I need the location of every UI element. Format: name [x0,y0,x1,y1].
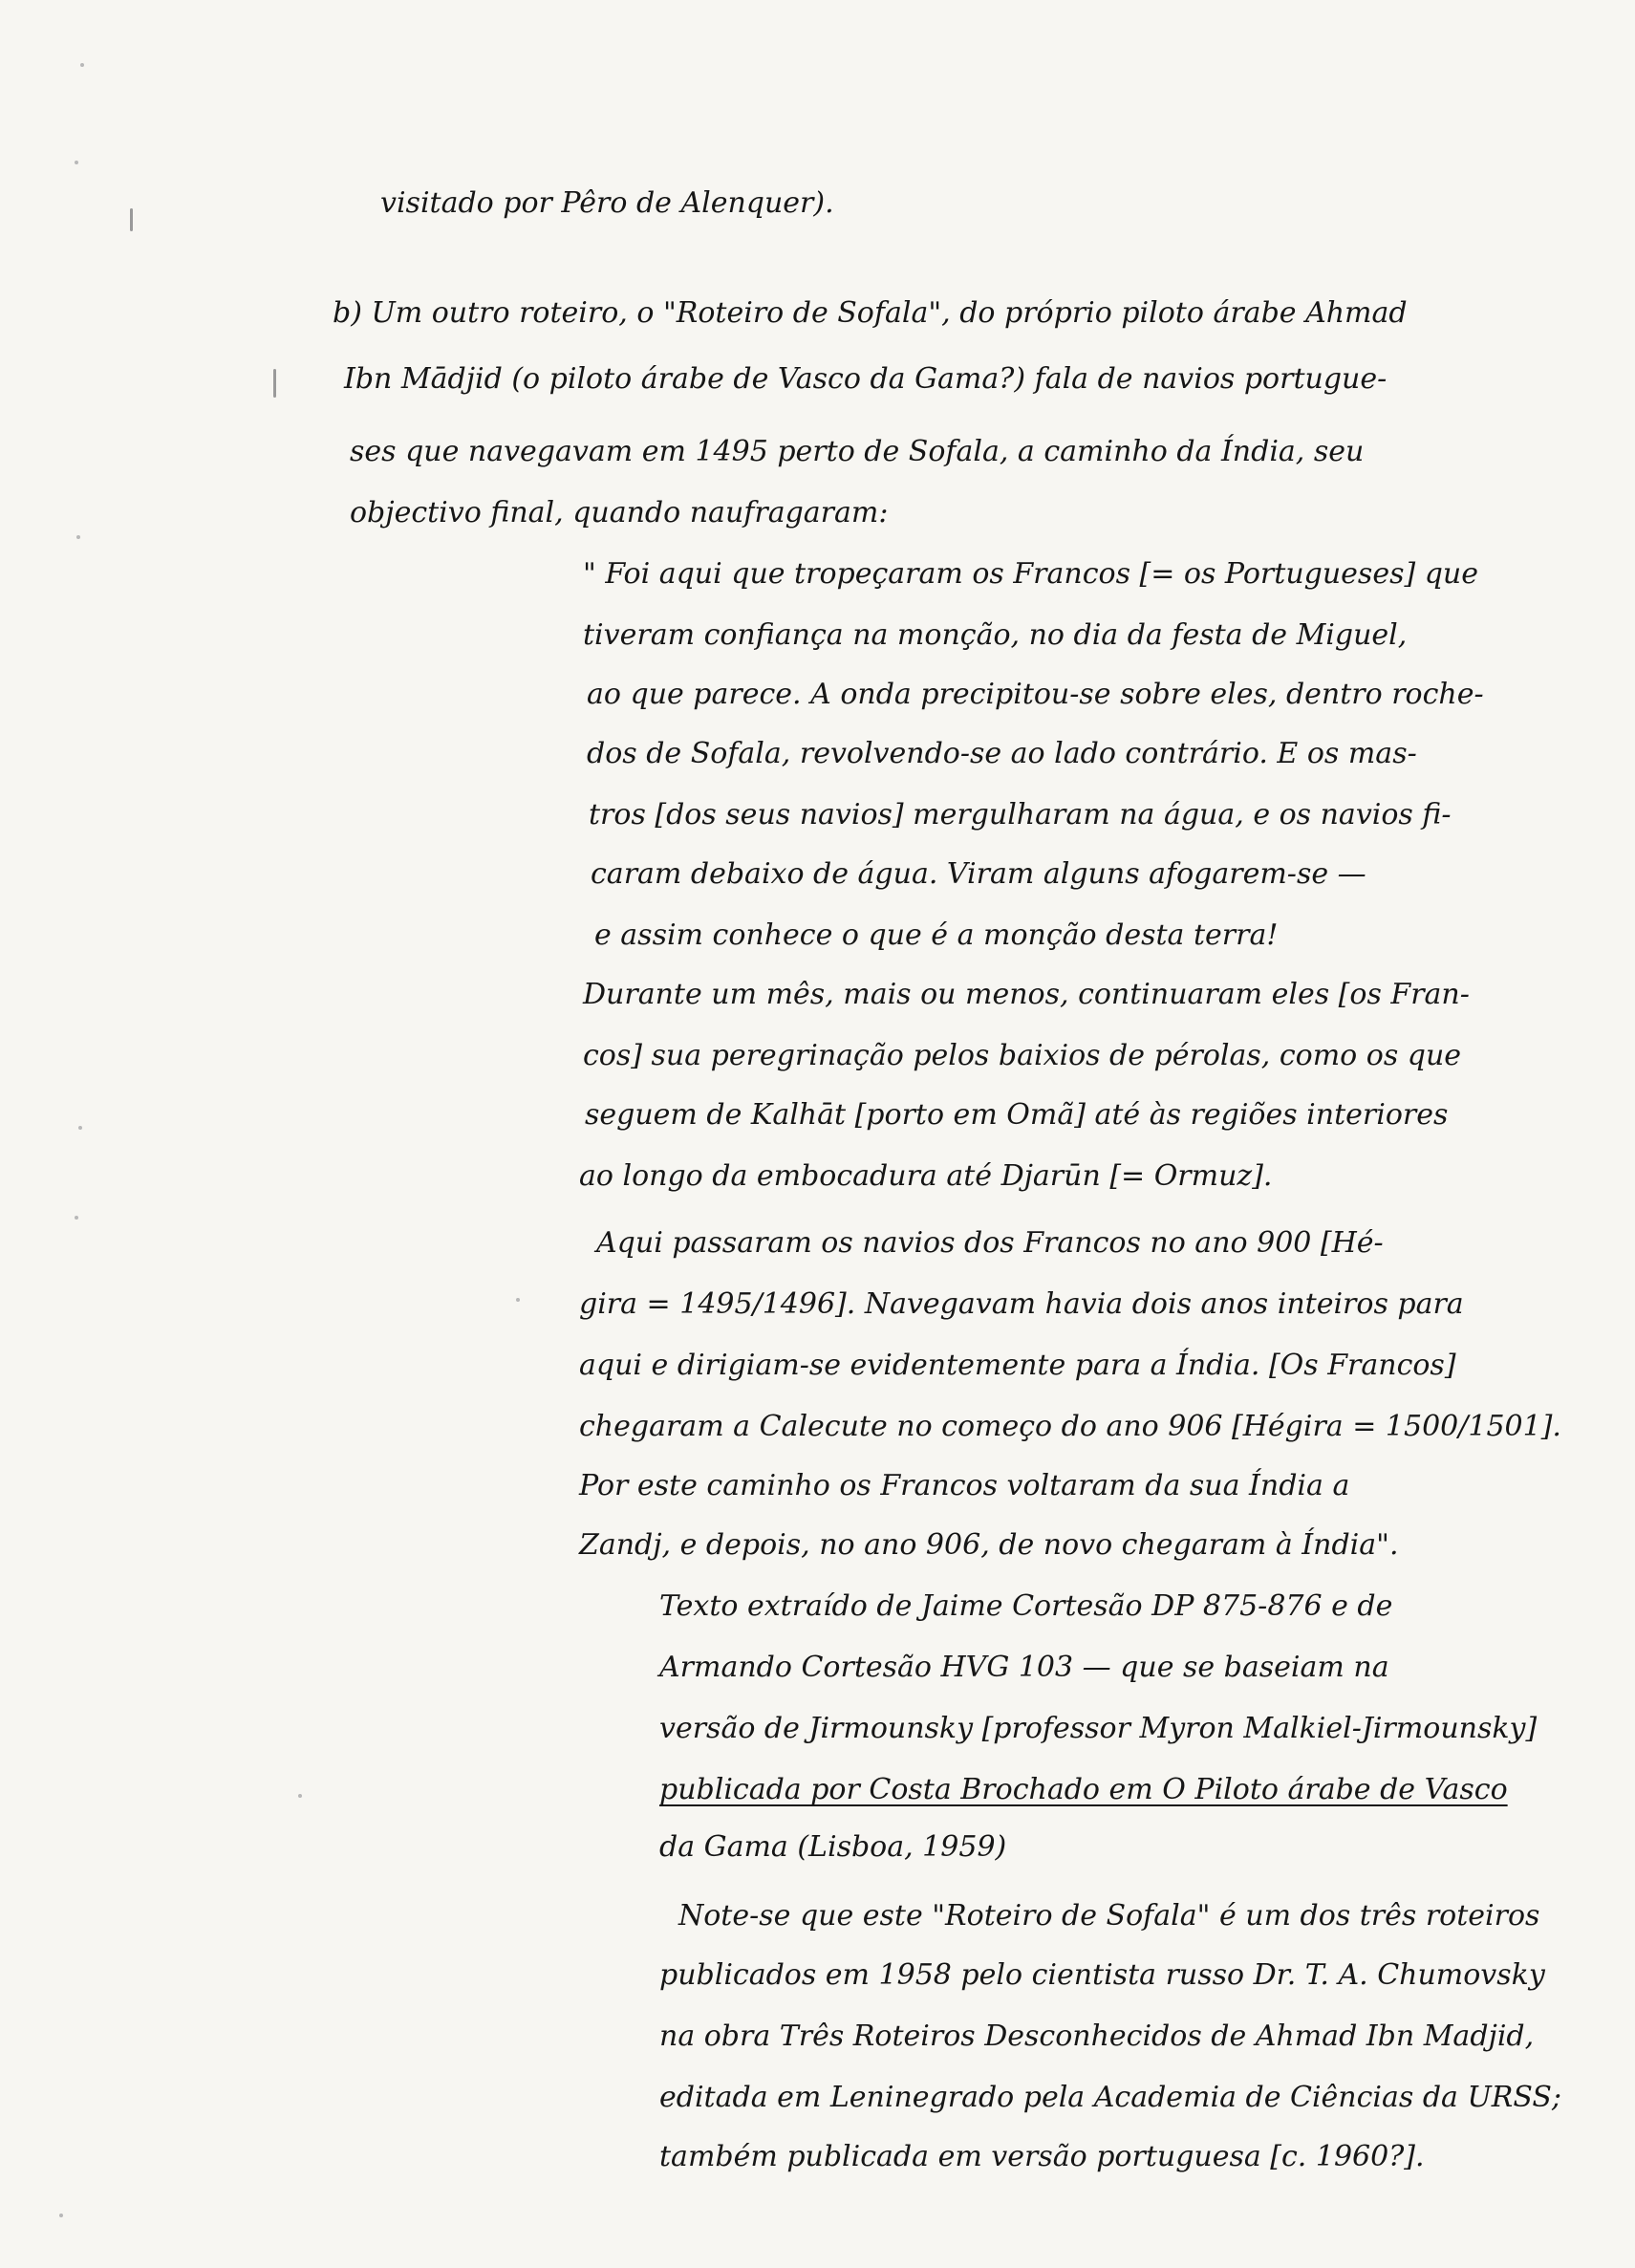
text-line: Durante um mês, mais ou menos, continuaram eles [os Fran- [583,978,1470,1011]
text-line: Aqui passaram os navios dos Francos no ano 900 [Hé- [596,1226,1384,1260]
text-line: " Foi aqui que tropeçaram os Francos [= os Portugueses] que [583,557,1478,591]
text-line: visitado por Pêro de Alenquer). [380,186,834,220]
paper-speck [80,63,84,67]
text-line: e assim conhece o que é a monção desta terra! [594,918,1279,952]
paper-speck [76,535,80,539]
paper-speck [75,1216,78,1220]
paper-speck [78,1126,82,1130]
text-line: da Gama (Lisboa, 1959) [659,1830,1007,1864]
text-line: também publicada em versão portuguesa [c. 1960?]. [659,2140,1425,2173]
paper-speck [516,1298,520,1302]
text-line: dos de Sofala, revolvendo-se ao lado contrário. E os mas- [587,737,1417,770]
margin-mark [273,369,276,398]
text-line: Armando Cortesão HVG 103 — que se baseiam na [659,1651,1389,1684]
text-line: ses que navegavam em 1495 perto de Sofala, a caminho da Índia, seu [350,435,1365,468]
text-line: tros [dos seus navios] mergulharam na água, e os navios fi- [589,798,1452,832]
text-line: tiveram confiança na monção, no dia da festa de Miguel, [583,618,1408,652]
text-line: caram debaixo de água. Viram alguns afogarem-se — [591,857,1366,891]
text-line: chegaram a Calecute no começo do ano 906 [Hégira = 1500/1501]. [579,1410,1561,1443]
paper-speck [75,161,78,164]
text-line: Note-se que este "Roteiro de Sofala" é um dos três roteiros [678,1899,1540,1933]
text-line: publicada por Costa Brochado em O Piloto árabe de Vasco [659,1773,1508,1806]
text-line: Texto extraído de Jaime Cortesão DP 875-876 e de [659,1589,1393,1623]
text-line: Ibn Mādjid (o piloto árabe de Vasco da Gama?) fala de navios portugue- [344,362,1388,396]
paper-speck [298,1794,302,1798]
text-line: editada em Leninegrado pela Academia de Ciências da URSS; [659,2081,1562,2114]
text-line: seguem de Kalhāt [porto em Omã] até às regiões interiores [585,1098,1449,1132]
text-line: ao longo da embocadura até Djarūn [= Ormuz]. [579,1159,1273,1193]
text-line: aqui e dirigiam-se evidentemente para a Índia. [Os Francos] [579,1349,1456,1382]
margin-mark [130,208,133,231]
text-line: Por este caminho os Francos voltaram da sua Índia a [579,1469,1350,1502]
text-line: versão de Jirmounsky [professor Myron Malkiel-Jirmounsky] [659,1712,1538,1745]
text-line: ao que parece. A onda precipitou-se sobre eles, dentro roche- [587,678,1484,711]
text-line: publicados em 1958 pelo cientista russo Dr. T. A. Chumovsky [659,1958,1545,1992]
text-line: objectivo final, quando naufragaram: [350,496,889,529]
text-line: gira = 1495/1496]. Navegavam havia dois anos inteiros para [579,1287,1464,1321]
text-line: Zandj, e depois, no ano 906, de novo chegaram à Índia". [579,1528,1399,1562]
text-line: b) Um outro roteiro, o "Roteiro de Sofala", do próprio piloto árabe Ahmad [333,296,1408,330]
text-line: na obra Três Roteiros Desconhecidos de Ahmad Ibn Madjid, [659,2020,1535,2053]
paper-speck [59,2214,63,2217]
text-line: cos] sua peregrinação pelos baixios de pérolas, como os que [583,1039,1462,1072]
